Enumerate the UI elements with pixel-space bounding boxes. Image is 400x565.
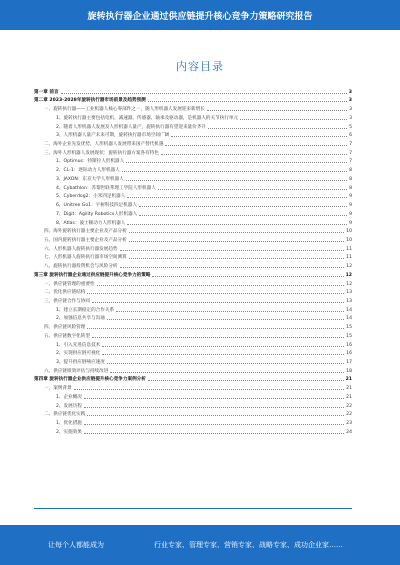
- toc-entry-text: 二、优化供应链结构: [44, 290, 86, 296]
- report-footer: [0, 525, 400, 565]
- toc-page-number: 10: [346, 229, 352, 235]
- toc-entry-text: 1、Optimus：特斯拉人形机器人: [56, 159, 125, 165]
- toc-leader-dots: [129, 258, 344, 259]
- report-title: 旋转执行器企业通过供应链提升核心竞争力策略研究报告: [87, 11, 313, 22]
- toc-page-number: 22: [346, 403, 352, 409]
- toc-page-number: 13: [346, 290, 352, 296]
- toc-entry-text: 7、Digit：Agility Robotics人形机器人: [56, 211, 138, 217]
- toc-entry[interactable]: [34, 278, 352, 287]
- toc-entry-text: 3、提升供应链响应速度: [56, 360, 105, 365]
- toc-entry-text: 八、旋转执行器投资机会与风险分析: [44, 264, 118, 270]
- toc-entry-text: 4、Cybathlon：苏黎世联邦理工学院人形机器人: [56, 185, 156, 191]
- table-of-contents: [34, 86, 352, 435]
- toc-entry-text: 1、引入先进信息技术: [56, 342, 101, 348]
- toc-entry[interactable]: [34, 356, 352, 365]
- toc-entry[interactable]: [34, 156, 352, 165]
- toc-entry-text: 第三章 旋转执行器企业通过供应链提升核心竞争力的策略: [34, 272, 151, 278]
- toc-leader-dots: [139, 206, 347, 207]
- toc-entry[interactable]: [34, 269, 352, 278]
- toc-title: 内容目录: [176, 60, 224, 73]
- toc-entry-text: 五、供应链数字化转型: [44, 333, 90, 339]
- toc-leader-dots: [84, 433, 344, 434]
- toc-page-number: 3: [349, 115, 352, 121]
- toc-entry-text: 1、优化措施: [56, 421, 82, 427]
- toc-page-number: 12: [345, 272, 352, 278]
- toc-leader-dots: [171, 136, 347, 137]
- toc-page-number: 14: [346, 316, 352, 322]
- toc-entry-text: 六、人形机器人旋转执行器发展趋势: [44, 246, 118, 252]
- toc-entry[interactable]: [34, 287, 352, 296]
- toc-entry[interactable]: [34, 199, 352, 208]
- toc-leader-dots: [110, 372, 344, 373]
- toc-page-number: 16: [346, 351, 352, 357]
- toc-page-number: 6: [349, 133, 352, 139]
- toc-leader-dots: [207, 110, 347, 111]
- toc-entry[interactable]: [34, 409, 352, 418]
- toc-page-number: 17: [346, 360, 352, 365]
- toc-entry[interactable]: [34, 391, 352, 400]
- toc-leader-dots: [129, 232, 344, 233]
- toc-page-number: 22: [346, 412, 352, 418]
- toc-leader-dots: [208, 128, 347, 129]
- toc-entry-text: 2、实施效果: [56, 429, 82, 435]
- toc-entry[interactable]: [34, 243, 352, 252]
- toc-leader-dots: [129, 241, 344, 242]
- toc-leader-dots: [240, 119, 347, 120]
- toc-page-number: 21: [345, 377, 352, 383]
- toc-leader-dots: [126, 180, 347, 181]
- toc-entry[interactable]: [34, 426, 352, 435]
- toc-entry-text: 三、海外人形机器人发展现状：旋转执行器方案各有特色: [44, 150, 159, 156]
- toc-entry[interactable]: [34, 95, 352, 104]
- toc-leader-dots: [74, 389, 345, 390]
- toc-page-number: 12: [346, 281, 352, 287]
- toc-entry-text: 1、建立长期稳定的合作关系: [56, 307, 115, 313]
- toc-leader-dots: [127, 224, 347, 225]
- toc-leader-dots: [107, 319, 344, 320]
- toc-entry-text: 四、供应链风险管理: [44, 325, 86, 331]
- toc-page-number: 9: [349, 203, 352, 209]
- toc-entry[interactable]: [34, 173, 352, 182]
- toc-page-number: 9: [349, 194, 352, 200]
- toc-entry-text: 六、供应链绩效评估与持续改进: [44, 368, 109, 374]
- toc-entry[interactable]: [34, 182, 352, 191]
- toc-leader-dots: [120, 267, 345, 268]
- toc-page-number: 7: [349, 142, 352, 148]
- toc-page-number: 13: [346, 298, 352, 304]
- toc-leader-dots: [122, 171, 347, 172]
- toc-page-number: 7: [349, 159, 352, 165]
- toc-entry-text: 一、案例背景: [44, 386, 72, 392]
- toc-leader-dots: [84, 407, 344, 408]
- report-header: [0, 0, 400, 30]
- toc-entry[interactable]: [34, 295, 352, 304]
- toc-page-number: 9: [349, 220, 352, 226]
- toc-entry[interactable]: [34, 208, 352, 217]
- toc-entry-text: 2、加强信息共享与沟通: [56, 316, 105, 322]
- toc-page-number: 11: [346, 255, 352, 261]
- toc-page-number: 11: [346, 246, 352, 252]
- toc-page-number: 3: [348, 89, 352, 95]
- toc-leader-dots: [87, 415, 344, 416]
- toc-leader-dots: [102, 346, 344, 347]
- toc-entry-text: 1、旋转执行器主要包括电机、减速器、传感器、轴承及驱动器，是机器人的关节执行单元: [56, 115, 239, 121]
- toc-leader-dots: [92, 337, 344, 338]
- toc-leader-dots: [127, 197, 347, 198]
- toc-entry-text: 6、Unitree Go1：宇树科技四足机器人: [56, 203, 137, 209]
- toc-entry-text: 3、人形机器人量产未来可期，旋转执行器市场空间广阔: [56, 133, 170, 139]
- toc-entry-text: 三、供应链合作与协同: [44, 298, 90, 304]
- toc-page-number: 7: [349, 150, 352, 156]
- toc-page-number: 15: [346, 333, 352, 339]
- bottom-divider: [34, 508, 352, 509]
- toc-entry[interactable]: [34, 400, 352, 409]
- toc-page-number: 5: [349, 124, 352, 130]
- toc-leader-dots: [102, 354, 344, 355]
- toc-entry[interactable]: [34, 226, 352, 235]
- toc-entry[interactable]: [34, 252, 352, 261]
- toc-entry[interactable]: [34, 112, 352, 121]
- toc-page-number: 21: [346, 386, 352, 392]
- toc-leader-dots: [84, 398, 344, 399]
- toc-leader-dots: [92, 302, 344, 303]
- toc-page-number: 3: [348, 98, 352, 104]
- toc-entry-text: 第二章 2023-2028年旋转执行器市场前景及趋势预测: [34, 98, 146, 104]
- toc-leader-dots: [107, 363, 344, 364]
- toc-entry-text: 1、企业概况: [56, 394, 82, 400]
- toc-page-number: 21: [346, 394, 352, 400]
- toc-entry-text: 五、国内旋转执行器主要企业及产品分析: [44, 237, 127, 243]
- toc-entry[interactable]: [34, 86, 352, 95]
- toc-page-number: 8: [349, 168, 352, 174]
- toc-leader-dots: [87, 293, 344, 294]
- toc-page-number: 10: [346, 237, 352, 243]
- footer-roles: 行业专家、管理专家、营销专家、战略专家、成功企业家……: [154, 541, 343, 549]
- toc-entry-text: 第一章 前言: [34, 89, 59, 95]
- toc-entry-text: 2、实现供应链可视化: [56, 351, 101, 357]
- toc-leader-dots: [148, 101, 347, 102]
- toc-page-number: 8: [349, 176, 352, 182]
- toc-entry[interactable]: [34, 339, 352, 348]
- toc-leader-dots: [139, 215, 347, 216]
- toc-page-number: 16: [346, 342, 352, 348]
- toc-entry[interactable]: [34, 382, 352, 391]
- toc-page-number: 8: [349, 185, 352, 191]
- toc-entry-text: 2、随着人形机器人发展及人形机器人量产，旋转执行器有望迎来量价齐升: [56, 124, 206, 130]
- toc-entry-text: 第四章 旋转执行器企业供应链提升核心竞争力案例分析: [34, 377, 146, 383]
- toc-page-number: 23: [346, 421, 352, 427]
- toc-entry[interactable]: [34, 191, 352, 200]
- toc-entry[interactable]: [34, 304, 352, 313]
- toc-leader-dots: [120, 250, 345, 251]
- toc-entry-text: 四、海外旋转执行器主要企业及产品分析: [44, 229, 127, 235]
- toc-leader-dots: [97, 285, 345, 286]
- toc-entry[interactable]: [34, 348, 352, 357]
- toc-leader-dots: [148, 380, 344, 381]
- toc-entry[interactable]: [34, 103, 352, 112]
- toc-entry-text: 一、供应链管理的重要性: [44, 281, 95, 287]
- toc-leader-dots: [116, 311, 344, 312]
- toc-entry-text: 8、Atlas：波士顿动力人形机器人: [56, 220, 126, 226]
- toc-entry[interactable]: [34, 147, 352, 156]
- toc-leader-dots: [126, 162, 347, 163]
- toc-leader-dots: [161, 154, 347, 155]
- toc-page-number: 3: [349, 107, 352, 113]
- toc-entry-text: 5、Cyberdog2：小米四足机器人: [56, 194, 126, 200]
- toc-leader-dots: [87, 328, 344, 329]
- toc-page-number: 14: [346, 307, 352, 313]
- footer-slogan: 让每个人都能成为: [48, 541, 104, 549]
- toc-entry-text: 3、JAXON：东京大学人形机器人: [56, 176, 124, 182]
- toc-entry-text: 二、供应链优化实践: [44, 412, 86, 418]
- toc-entry[interactable]: [34, 164, 352, 173]
- toc-leader-dots: [165, 145, 347, 146]
- toc-page-number: 12: [346, 264, 352, 270]
- toc-entry-text: 一、旋转执行器——工业机器人核心零部件之一，随人形机器人发展迎来新增长: [44, 107, 205, 113]
- toc-page-number: 18: [346, 368, 352, 374]
- toc-entry-text: 七、人形机器人旋转执行器市场空间测算: [44, 255, 127, 261]
- toc-entry[interactable]: [34, 130, 352, 139]
- toc-entry[interactable]: [34, 365, 352, 374]
- toc-entry[interactable]: [34, 138, 352, 147]
- toc-page-number: 9: [349, 211, 352, 217]
- toc-entry[interactable]: [34, 330, 352, 339]
- toc-page-number: 15: [346, 325, 352, 331]
- toc-entry-text: 2、发展历程: [56, 403, 82, 409]
- toc-entry[interactable]: [34, 417, 352, 426]
- toc-leader-dots: [158, 189, 347, 190]
- toc-entry[interactable]: [34, 313, 352, 322]
- toc-leader-dots: [61, 93, 347, 94]
- toc-entry[interactable]: [34, 321, 352, 330]
- toc-leader-dots: [152, 276, 343, 277]
- toc-entry[interactable]: [34, 121, 352, 130]
- toc-entry[interactable]: [34, 217, 352, 226]
- toc-entry[interactable]: [34, 234, 352, 243]
- toc-entry-text: 二、海外企业先发优势，人形机器人发展带来国产替代机遇: [44, 142, 164, 148]
- toc-page-number: 24: [346, 429, 352, 435]
- toc-entry-text: 2、CL-1：逐际动力人形机器人: [56, 168, 120, 174]
- toc-leader-dots: [84, 424, 344, 425]
- toc-entry[interactable]: [34, 374, 352, 383]
- toc-entry[interactable]: [34, 260, 352, 269]
